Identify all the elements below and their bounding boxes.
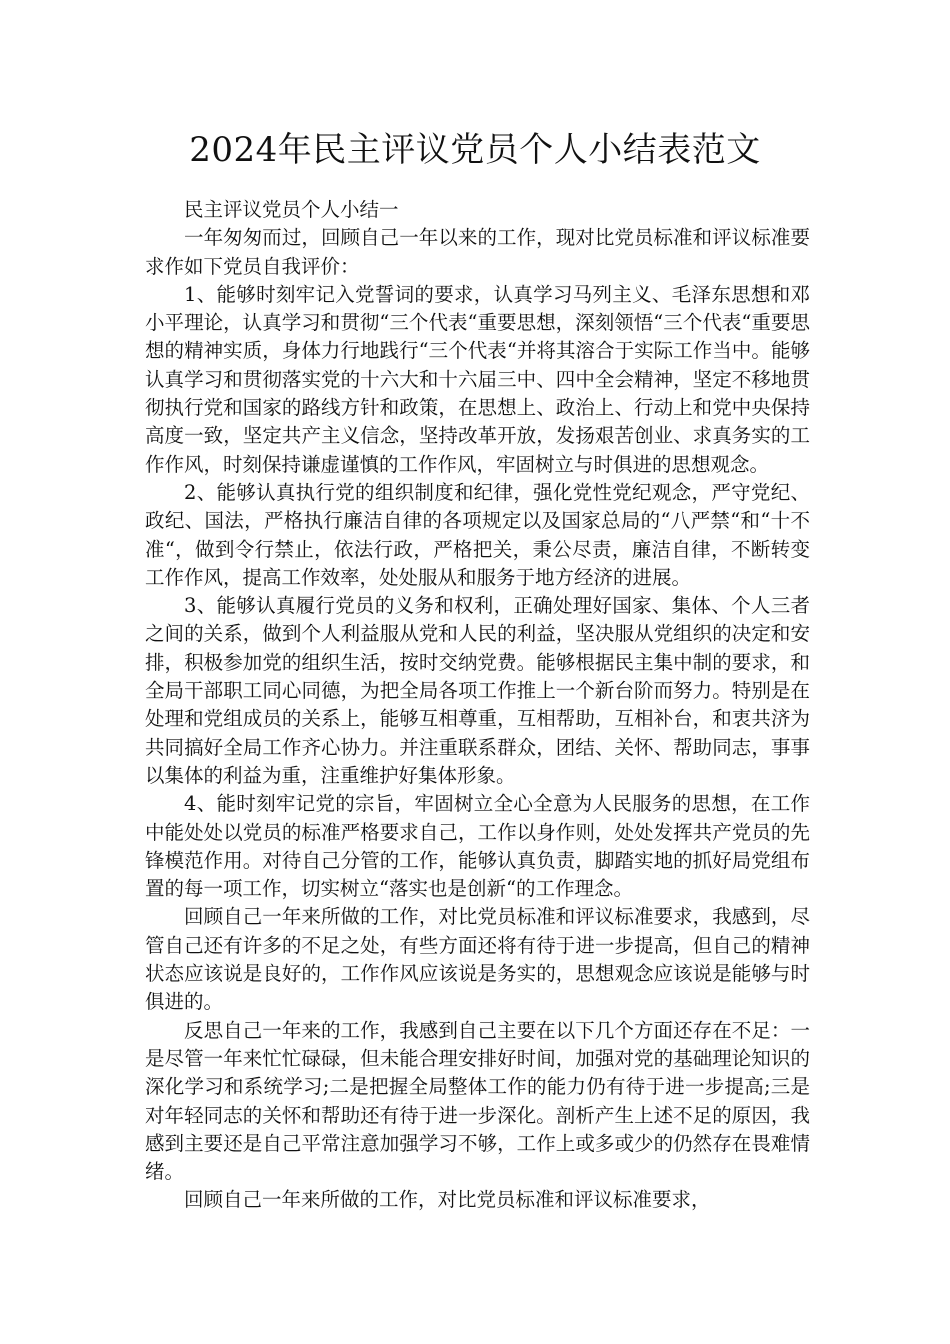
document-title: 2024年民主评议党员个人小结表范文	[189, 130, 761, 170]
paragraph-point-4: 4、能时刻牢记党的宗旨，牢固树立全心全意为人民服务的思想，在工作中能处处以党员的标准严格要求自己，工作以身作则，处处发挥共产党员的先锋模范作用。对待自己分管的工作，能够认真负责，脚踏实地的抓好局党组布置的每一项工作，切实树立“落实也是创新“的工作理念。	[145, 792, 810, 901]
paragraph-reflection: 反思自己一年来的工作，我感到自己主要在以下几个方面还存在不足：一是尽管一年来忙忙碌碌，但未能合理安排好时间，加强对党的基础理论知识的深化学习和系统学习;二是把握全局整体工作的能力仍有待于进一步提高;三是对年轻同志的关怀和帮助还有待于进一步深化。剖析产生上述不足的原因，我感到主要还是自己平常注意加强学习不够，工作上或多或少的仍然存在畏难情绪。	[145, 1018, 810, 1184]
paragraph-review-repeat: 回顾自己一年来所做的工作，对比党员标准和评议标准要求，	[184, 1188, 711, 1212]
paragraph-review: 回顾自己一年来所做的工作，对比党员标准和评议标准要求，我感到，尽管自己还有许多的不足之处，有些方面还将有待于进一步提高，但自己的精神状态应该说是良好的，工作作风应该说是务实的，思想观念应该说是能够与时俱进的。	[145, 905, 810, 1014]
paragraph-subtitle: 民主评议党员个人小结一	[184, 198, 399, 221]
paragraph-point-2: 2、能够认真执行党的组织制度和纪律，强化党性党纪观念，严守党纪、政纪、国法，严格执行廉洁自律的各项规定以及国家总局的“八严禁“和“十不准“，做到令行禁止，依法行政，严格把关，秉公尽责，廉洁自律，不断转变工作作风，提高工作效率，处处服从和服务于地方经济的进展。	[145, 480, 810, 589]
document-body	[145, 196, 810, 1215]
paragraph-intro: 一年匆匆而过，回顾自己一年以来的工作，现对比党员标准和评议标准要求作如下党员自我评价：	[145, 226, 810, 278]
paragraph-point-1: 1、能够时刻牢记入党誓词的要求，认真学习马列主义、毛泽东思想和邓小平理论，认真学习和贯彻“三个代表“重要思想，深刻领悟“三个代表“重要思想的精神实质，身体力行地践行“三个代表“并将其溶合于实际工作当中。能够认真学习和贯彻落实党的十六大和十六届三中、四中全会精神，坚定不移地贯彻执行党和国家的路线方针和政策，在思想上、政治上、行动上和党中央保持高度一致，坚定共产主义信念，坚持改革开放，发扬艰苦创业、求真务实的工作作风，时刻保持谦虚谨慎的工作作风，牢固树立与时俱进的思想观念。	[145, 282, 810, 476]
paragraph-point-3: 3、能够认真履行党员的义务和权利，正确处理好国家、集体、个人三者之间的关系，做到个人利益服从党和人民的利益，坚决服从党组织的决定和安排，积极参加党的组织生活，按时交纳党费。能够根据民主集中制的要求，和全局干部职工同心同德，为把全局各项工作推上一个新台阶而努力。特别是在处理和党组成员的关系上，能够互相尊重，互相帮助，互相补台，和衷共济为共同搞好全局工作齐心协力。并注重联系群众，团结、关怀、帮助同志，事事以集体的利益为重，注重维护好集体形象。	[145, 594, 810, 787]
